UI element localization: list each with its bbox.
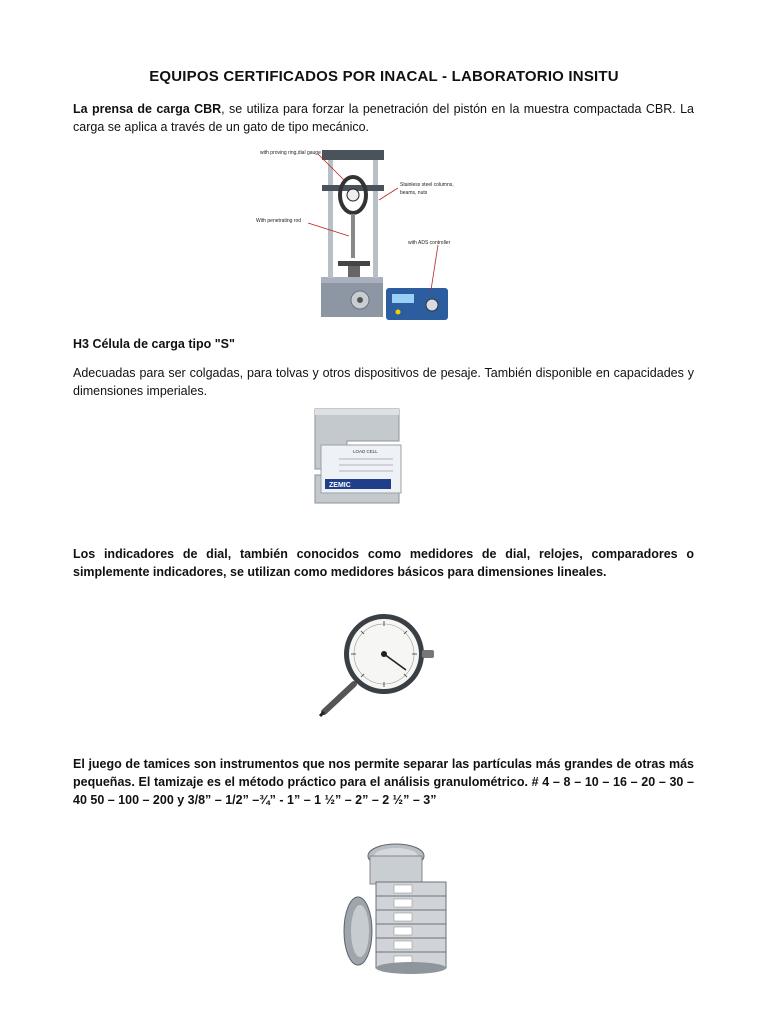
sieves-paragraph — [73, 755, 694, 809]
sieves-image — [330, 826, 456, 978]
sieves-text: El juego de tamices son instrumentos que nos permite separar las partículas más grandes de otras más pequeñas. El tamizaje es el método práctico para el análisis granulométrico. # 4 – 8 – 10 – 16 – 20 – 30 – 40 50 – 100 – 200 y 3/8” – 1/2” –¾” - 1” – 1 ½” – 2” – 2 ½” – 3” — [73, 757, 694, 807]
load-cell-image — [307, 405, 407, 515]
cbr-press-image — [248, 140, 480, 322]
cbr-paragraph — [73, 100, 694, 136]
label-beams-nuts: beams, nuts — [400, 190, 428, 196]
load-cell-plate-title: LOAD CELL — [353, 449, 378, 454]
load-cell-paragraph: Adecuadas para ser colgadas, para tolvas y otros dispositivos de pesaje. También disponible en capacidades y dimensiones imperiales. — [73, 366, 694, 398]
label-ads-controller: with ADS controller — [408, 240, 451, 246]
label-penetrating-rod: With penetrating rod — [256, 218, 302, 224]
cbr-text: , se utiliza para forzar la penetración del pistón en la muestra compactada CBR. La carga se aplica a través de un gato de tipo mecánico. — [73, 102, 694, 134]
dial-paragraph — [73, 545, 694, 581]
page-title: EQUIPOS CERTIFICADOS POR INACAL - LABORATORIO INSITU — [149, 68, 619, 85]
cbr-lead: La prensa de carga CBR — [73, 102, 222, 116]
dial-indicator-image — [314, 612, 442, 720]
load-cell-brand: ZEMIC — [329, 482, 351, 489]
label-proving-ring: with proving ring,dial gauge — [260, 150, 321, 156]
dial-text: , también conocidos como medidores de dial, relojes, comparadores o simplemente indicadores, se utilizan como medidores básicos para dimensiones lineales. — [73, 547, 694, 579]
dial-lead: Los indicadores de dial — [73, 547, 228, 561]
load-cell-heading: H3 Célula de carga tipo "S" — [73, 337, 235, 351]
label-steel-columns: Stainless steel columns, — [400, 182, 454, 188]
